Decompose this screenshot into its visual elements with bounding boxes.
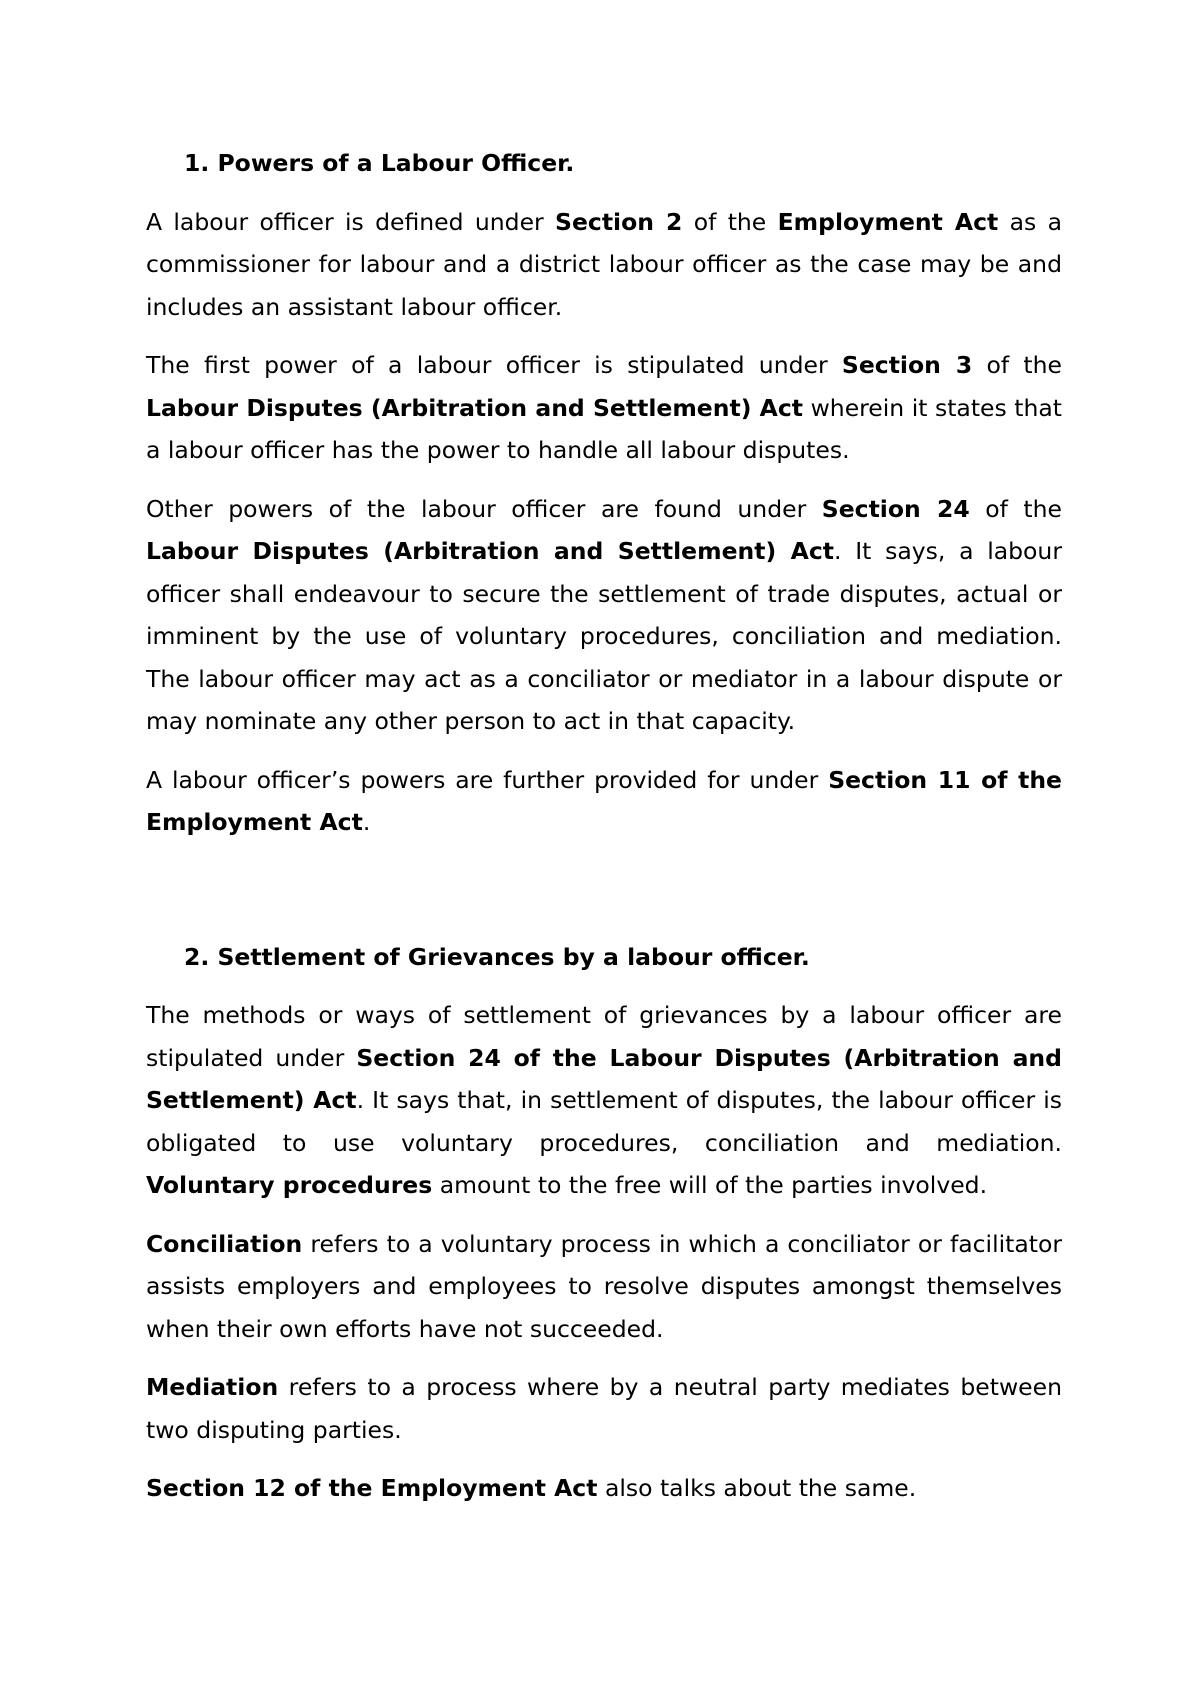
text-run: also talks about the same.	[597, 1474, 917, 1502]
document-body	[146, 142, 1062, 1510]
paragraph	[146, 488, 1062, 743]
text-run: The first power of a labour officer is stipulated under	[146, 351, 842, 379]
text-run: refers to a process where by a neutral party mediates between two disputing parties.	[146, 1373, 1062, 1444]
text-run: of the	[969, 494, 1062, 523]
text-run: as a commissioner for labour and a district labour officer as the case may be and includes an assistant labour officer.	[146, 207, 1062, 321]
text-run: A labour officer’s powers are further provided for under	[146, 765, 829, 794]
section-settlement-of-grievances	[146, 936, 1062, 1510]
section-heading: 1. Powers of a Labour Officer.	[184, 149, 575, 177]
bold-text-run: Section 24	[821, 494, 970, 523]
bold-text-run: Section 3	[841, 351, 973, 379]
text-run: amount to the free will of the parties involved.	[432, 1171, 988, 1199]
paragraph	[146, 1366, 1062, 1451]
paragraph	[146, 1223, 1062, 1351]
text-run: Other powers of the labour officer are found under	[146, 494, 822, 523]
section-heading: 2. Settlement of Grievances by a labour officer.	[184, 942, 810, 971]
text-run: wherein it states that a labour officer has the power to handle all labour disputes.	[146, 393, 1063, 464]
text-run: The methods or ways of settlement of grievances by a labour officer are stipulated under	[146, 1001, 1062, 1072]
bold-text-run: Section 2	[555, 207, 683, 236]
paragraph	[146, 1467, 1062, 1510]
bold-text-run: Section 11 of the Employment Act	[146, 765, 1062, 836]
paragraph	[146, 201, 1062, 329]
text-run: . It says, a labour officer shall endeavour to secure the settlement of trade disputes, actual or imminent by the use of voluntary procedures, conciliation and mediation. The labour officer may act as a conciliator or mediator in a labour dispute or may nominate any other person to act in that capacity.	[146, 537, 1062, 735]
text-run: .	[362, 808, 371, 836]
bold-text-run: Labour Disputes (Arbitration and Settlement) Act	[146, 537, 835, 565]
text-run: refers to a voluntary process in which a conciliator or facilitator assists employers and employees to resolve disputes amongst themselves when their own efforts have not succeeded.	[146, 1229, 1062, 1343]
section-spacer	[146, 844, 1062, 936]
bold-text-run: Section 24 of the Labour Disputes (Arbitration and Settlement) Act	[146, 1043, 1062, 1114]
paragraph	[146, 344, 1062, 472]
paragraph	[146, 759, 1062, 844]
bold-text-run: Voluntary procedures	[146, 1171, 433, 1199]
bold-text-run: Mediation	[146, 1373, 279, 1401]
text-run: of the	[972, 351, 1062, 379]
section-powers-of-labour-officer	[146, 142, 1062, 844]
text-run: . It says that, in settlement of disputes, the labour officer is obligated to use voluntary procedures, conciliation and mediation.	[146, 1086, 1062, 1157]
text-run: A labour officer is defined under	[146, 207, 556, 236]
text-run: of the	[682, 207, 778, 236]
bold-text-run: Employment Act	[777, 207, 999, 236]
bold-text-run: Labour Disputes (Arbitration and Settlement) Act	[146, 393, 804, 422]
bold-text-run: Section 12 of the Employment Act	[146, 1474, 598, 1502]
bold-text-run: Conciliation	[146, 1229, 303, 1258]
paragraph	[146, 994, 1062, 1207]
